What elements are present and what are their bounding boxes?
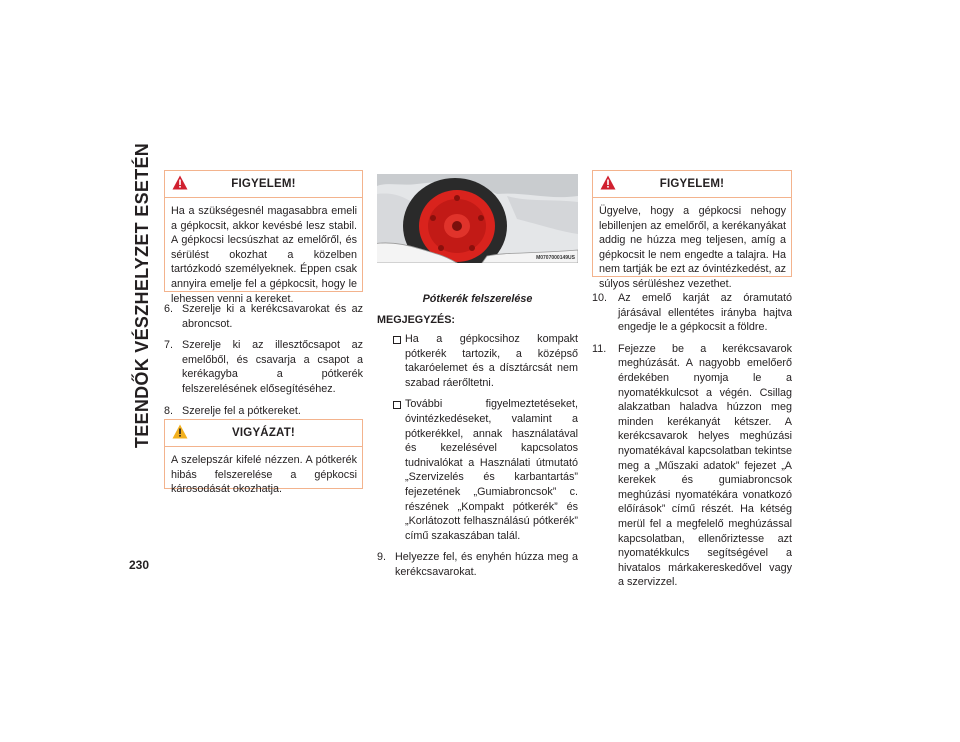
note-label: MEGJEGYZÉS: (377, 314, 455, 326)
step-text: Szerelje ki az illesztőcsapot az emelőből, és csavarja a csapot a kerékagyba a pótkerék felszerelésének elősegítéséhez. (182, 339, 363, 395)
warning-box-right (592, 170, 792, 290)
warning-box-header (165, 171, 362, 198)
bullet-square-icon (393, 336, 401, 344)
caution-title: VIGYÁZAT! (232, 427, 295, 439)
warning-triangle-icon (172, 175, 188, 190)
step-number: 8. (164, 404, 174, 417)
section-title-text: TEENDŐK VÉSZHELYZET ESETÉN (132, 142, 153, 448)
caution-box-header (165, 420, 362, 447)
note-bullet (377, 397, 578, 543)
bullet-text: További figyelmeztetéseket, óvintézkedéseket, valamint a pótkerékkel, annak használatával és kezelésével kapcsolatos tudnivalókat a Használati útmutató „Szervizelés és karbantartás” fejezetének „Gumiabroncsok” c. részének „Kompakt pótkerék” és „Korlátozott felhasználású pótkerék” című szakaszában talál. (405, 398, 578, 542)
warning-box-header (593, 171, 791, 198)
section-title (127, 142, 159, 448)
step-number: 6. (164, 303, 174, 315)
caution-box (164, 419, 363, 496)
page-number: 230 (129, 558, 150, 572)
warning-box-left (164, 170, 363, 305)
step-text: Az emelő karját az óramutató járásával ellentétes irányba hajtva engedje le a gépkocsit a földre. (618, 292, 792, 334)
warning-title: FIGYELEM! (231, 178, 296, 190)
note-bullet (377, 332, 578, 390)
bullet-square-icon (393, 401, 401, 409)
step-item (592, 291, 792, 335)
step-text: Fejezze be a kerékcsavarok meghúzását. A nagyobb emelőerő érdekében nyomja le a nyomatékkulcsot a végén. Csillag alakzatban haladva húzzon meg minden kerékanyát kétszer. A kerékcsavarok helyes meghúzási nyomatékával kapcsolatban tekintse meg a „Műszaki adatok” fejezet „A kerekek és gumiabroncsok meghúzási nyomatékára vonatkozó előírások” című részét. Ha kétség merül fel a megfelelő meghúzással kapcsolatban, ellenőriztesse azt nyomatékkulcs segítségével a hivatalos márkakereskedővel vagy a szervizzel. (618, 342, 792, 589)
warning-text: Ügyelve, hogy a gépkocsi nehogy lebillenjen az emelőről, a kerékanyákat addig ne húzza meg teljesen, amíg a gépkocsit le nem engedte a talajra. Ha nem tartják be ezt az óvintézkedést, az súlyos sérüléshez vezethet. (599, 205, 786, 290)
left-steps (164, 302, 363, 425)
step-number: 10. (592, 292, 608, 304)
step-number: 7. (164, 339, 174, 352)
step-number: 11. (592, 342, 607, 355)
step-text: Szerelje ki a kerékcsavarokat és az abroncsot. (182, 303, 363, 330)
spare-wheel-illustration (377, 174, 578, 263)
step-item (164, 338, 363, 396)
step-item (164, 404, 363, 419)
step-item (164, 302, 363, 331)
spare-wheel-figure (377, 174, 578, 263)
note-bullets (377, 332, 578, 587)
warning-title: FIGYELEM! (659, 178, 725, 190)
step-number: 9. (377, 551, 387, 564)
right-steps (592, 291, 792, 597)
step-text: Helyezze fel, és enyhén húzza meg a kerékcsavarokat. (395, 551, 578, 578)
step-text: Szerelje fel a pótkereket. (182, 404, 301, 417)
step-item (592, 342, 792, 590)
step-item (377, 550, 578, 579)
warning-text: Ha a szükségesnél magasabbra emeli a gépkocsit, akkor kevésbé lesz stabil. A gépkocsi lecsúszhat az emelőről, és sérülést okozhat a közelben tartózkodó személyeknek. Éppen csak annyira emelje fel a gépkocsit, hogy le lehessen venni a kereket. (171, 205, 357, 305)
bullet-text: Ha a gépkocsihoz kompakt pótkerék tartozik, a középső takaróelemet és a dísztárcsát nem szabad ráerőltetni. (405, 333, 578, 389)
caution-triangle-icon (172, 424, 188, 439)
figure-code: M0707000149US (536, 255, 575, 261)
caution-text: A szelepszár kifelé nézzen. A pótkerék hibás felszerelése a gépkocsi károsodását okozhatja. (171, 454, 357, 496)
figure-caption: Pótkerék felszerelése (422, 293, 533, 305)
warning-triangle-icon (600, 175, 616, 190)
